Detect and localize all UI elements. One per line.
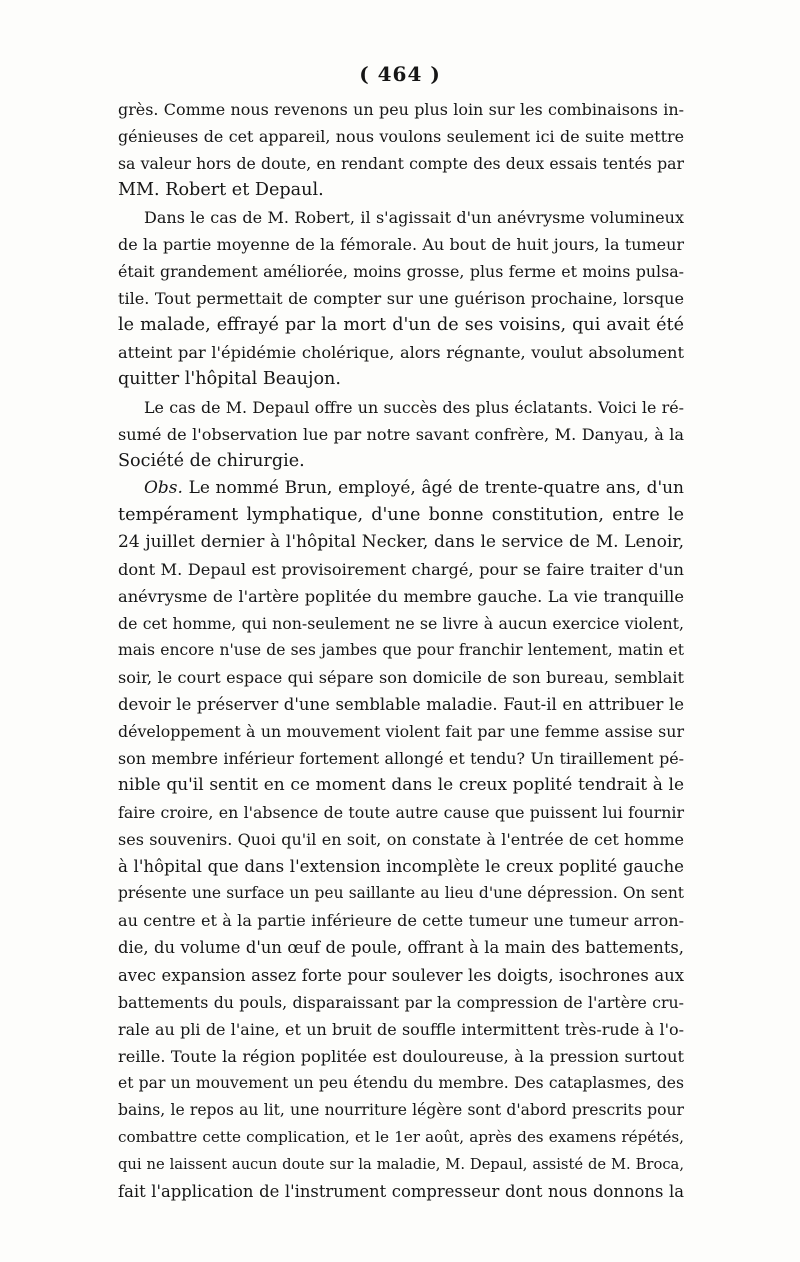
text-line	[118, 258, 684, 285]
text-line	[118, 989, 684, 1016]
line-text: rale au pli de l'aine, et un bruit de souffle intermittent très-rude à l'o-	[118, 1019, 684, 1039]
line-text: nible qu'il sentit en ce moment dans le creux poplité tendrait à le	[118, 775, 684, 796]
line-text: Dans le cas de M. Robert, il s'agissait d'un anévrysme volumineux	[144, 208, 684, 228]
line-text: combattre cette complication, et le 1er août, après des examens répétés,	[118, 1127, 684, 1146]
text-line	[118, 853, 684, 880]
line-text: présente une surface un peu saillante au lieu d'une dépression. On sent	[118, 884, 684, 903]
line-text: qui ne laissent aucun doute sur la maladie, M. Depaul, assisté de M. Broca,	[118, 1155, 684, 1173]
line-text: anévrysme de l'artère poplitée du membre gauche. La vie tranquille	[118, 586, 684, 606]
text-line	[118, 745, 684, 772]
text-line	[118, 448, 684, 475]
line-text: développement à un mouvement violent fait par une femme assise sur	[118, 722, 684, 742]
text-line	[118, 1016, 684, 1043]
text-line	[118, 339, 684, 366]
text-line	[118, 123, 684, 150]
text-line	[118, 664, 684, 691]
text-line	[118, 880, 684, 907]
line-text: le malade, effrayé par la mort d'un de ses voisins, qui avait été	[118, 315, 684, 336]
line-text: sumé de l'observation lue par notre savant confrère, M. Danyau, à la	[118, 424, 684, 444]
line-text: 24 juillet dernier à l'hôpital Necker, dans le service de M. Lenoir,	[118, 531, 684, 552]
line-text: Le nommé Brun, employé, âgé de trente-quatre ans, d'un	[182, 477, 684, 498]
line-text: battements du pouls, disparaissant par la compression de l'artère cru-	[118, 992, 684, 1012]
text-line	[118, 204, 684, 231]
text-line	[118, 394, 684, 421]
text-line	[118, 718, 684, 745]
text-line	[118, 96, 684, 123]
line-text: de la partie moyenne de la fémorale. Au bout de huit jours, la tumeur	[118, 235, 684, 255]
line-text: soir, le court espace qui sépare son domicile de son bureau, semblait	[118, 667, 684, 687]
text-line	[118, 907, 684, 934]
observation-label: Obs.	[144, 477, 183, 498]
line-text: Le cas de M. Depaul offre un succès des plus éclatants. Voici le ré-	[144, 397, 684, 417]
text-line	[118, 1124, 684, 1151]
text-line	[118, 285, 684, 312]
line-text: Société de chirurgie.	[118, 450, 305, 471]
text-line	[118, 150, 684, 177]
line-text: reille. Toute la région poplitée est douloureuse, à la pression surtout	[118, 1046, 684, 1066]
line-text: ses souvenirs. Quoi qu'il en soit, on constate à l'entrée de cet homme	[118, 830, 684, 850]
text-line	[118, 610, 684, 637]
line-text: atteint par l'épidémie cholérique, alors régnante, voulut absolument	[118, 343, 684, 363]
page-number: ( 464 )	[359, 62, 441, 86]
line-text: grès. Comme nous revenons un peu plus loin sur les combinaisons in-	[118, 100, 684, 119]
text-line	[118, 934, 684, 961]
text-line	[118, 1043, 684, 1070]
line-text: MM. Robert et Depaul.	[118, 180, 324, 201]
text-line	[118, 1151, 684, 1178]
text-line	[118, 366, 684, 393]
text-line	[118, 529, 684, 556]
line-text: à l'hôpital que dans l'extension incomplète le creux poplité gauche	[118, 857, 684, 877]
line-text: et par un mouvement un peu étendu du membre. Des cataplasmes, des	[118, 1073, 684, 1092]
line-text: devoir le préserver d'une semblable maladie. Faut-il en attribuer le	[118, 695, 684, 715]
text-line	[118, 312, 684, 339]
line-text: était grandement améliorée, moins grosse, plus ferme et moins pulsa-	[118, 262, 684, 282]
line-text: quitter l'hôpital Beaujon.	[118, 369, 341, 390]
text-line	[118, 1178, 684, 1205]
line-text: son membre inférieur fortement allongé et tendu? Un tiraillement pé-	[118, 749, 684, 769]
line-text: faire croire, en l'absence de toute autre cause que puissent lui fournir	[118, 803, 684, 823]
text-line	[118, 475, 684, 502]
text-line	[118, 177, 684, 204]
text-line	[118, 231, 684, 258]
text-line	[118, 799, 684, 826]
body-text	[118, 96, 684, 1205]
text-line	[118, 421, 684, 448]
line-text: mais encore n'use de ses jambes que pour franchir lentement, matin et	[118, 640, 684, 659]
line-text: dont M. Depaul est provisoirement chargé, pour se faire traiter d'un	[118, 559, 684, 579]
text-line	[118, 556, 684, 583]
text-line	[118, 826, 684, 853]
text-line	[118, 502, 684, 529]
line-text: de cet homme, qui non-seulement ne se livre à aucun exercice violent,	[118, 613, 684, 633]
text-line	[118, 1070, 684, 1097]
line-text: fait l'application de l'instrument compresseur dont nous donnons la	[118, 1181, 684, 1201]
line-text: bains, le repos au lit, une nourriture légère sont d'abord prescrits pour	[118, 1100, 684, 1119]
line-text: avec expansion assez forte pour soulever les doigts, isochrones aux	[118, 965, 684, 985]
text-line	[118, 637, 684, 664]
line-text: génieuses de cet appareil, nous voulons seulement ici de suite mettre	[118, 127, 684, 147]
line-text: sa valeur hors de doute, en rendant compte des deux essais tentés par	[118, 154, 684, 174]
text-line	[118, 691, 684, 718]
text-line	[118, 772, 684, 799]
text-line	[118, 962, 684, 989]
line-text: tile. Tout permettait de compter sur une guérison prochaine, lorsque	[118, 289, 684, 309]
line-text: die, du volume d'un œuf de poule, offrant à la main des battements,	[118, 938, 684, 958]
line-text: au centre et à la partie inférieure de cette tumeur une tumeur arron-	[118, 911, 684, 931]
line-text: tempérament lymphatique, d'une bonne constitution, entre le	[118, 504, 684, 525]
text-line	[118, 1097, 684, 1124]
text-line	[118, 583, 684, 610]
